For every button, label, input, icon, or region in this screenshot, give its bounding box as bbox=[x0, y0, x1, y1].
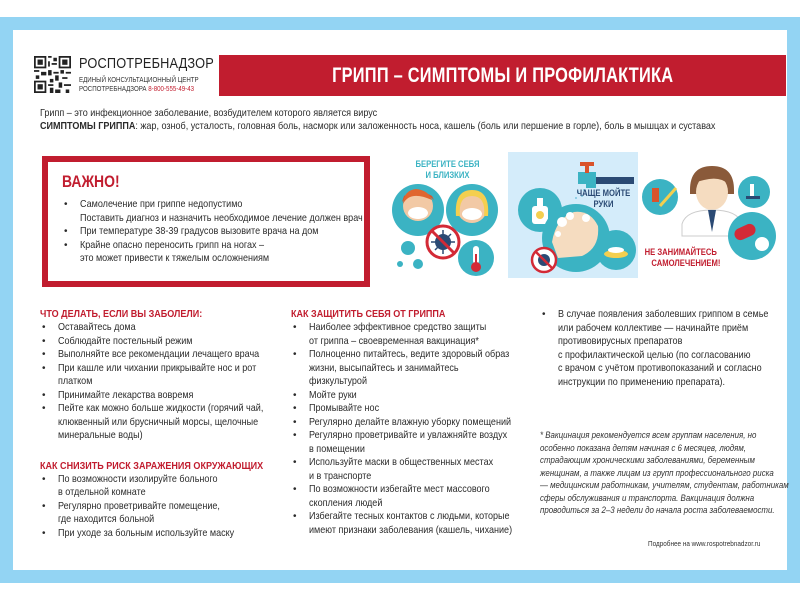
list-item bbox=[291, 429, 531, 456]
footnote-line: — медицинским работникам, учителям, студентам, работникам bbox=[540, 480, 789, 490]
vaccination-footnote bbox=[540, 429, 800, 517]
list-item-text: Регулярно делайте влажную уборку помещений bbox=[309, 415, 512, 428]
more-info-link[interactable]: Подробнее на www.rospotrebnadzor.ru bbox=[648, 539, 761, 548]
list-item-text: Промывайте нос bbox=[309, 402, 380, 414]
list-item-text: имеют признаки заболевания (кашель, чихание) bbox=[309, 523, 513, 536]
list-item-text: При уходе за больным используйте маску bbox=[58, 526, 235, 539]
title-banner bbox=[219, 55, 786, 96]
footnote-line: * Вакцинация рекомендуется всем группам населения, но bbox=[540, 430, 757, 440]
protect-self-title: КАК ЗАЩИТИТЬ СЕБЯ ОТ ГРИППА bbox=[291, 308, 446, 320]
list-item-text: инструкции по применению препарата). bbox=[558, 375, 726, 388]
doctor-icon bbox=[642, 152, 782, 262]
list-item-text: минеральные воды) bbox=[58, 429, 143, 441]
column-collective bbox=[540, 308, 780, 389]
important-title: ВАЖНО! bbox=[62, 172, 120, 191]
list-item-text: Пейте как можно больше жидкости (горячий чай, bbox=[58, 402, 264, 414]
footnote-line: страдающим хроническими заболеваниями, беременным bbox=[540, 455, 755, 465]
list-item-text: клюквенный или брусничный морсы, щелочные bbox=[58, 415, 259, 428]
hotline-number[interactable]: 8-800-555-49-43 bbox=[148, 84, 195, 93]
illustration-no-self-treatment bbox=[642, 152, 782, 280]
list-item bbox=[291, 510, 531, 537]
list-item-text: При кашле или чихании прикрывайте нос и рот bbox=[58, 361, 257, 374]
list-item bbox=[291, 389, 531, 403]
wash-caption: ЧАЩЕ МОЙТЕ РУКИ bbox=[576, 188, 631, 209]
reduce-risk-title: КАК СНИЗИТЬ РИСК ЗАРАЖЕНИЯ ОКРУЖАЮЩИХ bbox=[40, 459, 264, 472]
list-item-text: Используйте маски в общественных местах bbox=[309, 456, 494, 468]
flu-definition: Грипп – это инфекционное заболевание, возбудителем которого является вирус bbox=[40, 107, 378, 119]
list-item-text: Самолечение при гриппе недопустимо bbox=[80, 198, 243, 210]
intro-text bbox=[40, 107, 715, 133]
list-item bbox=[40, 500, 280, 527]
list-item bbox=[291, 416, 531, 430]
protect-self-list bbox=[291, 321, 531, 537]
column-if-sick bbox=[40, 308, 280, 540]
list-item-text: где находится больной bbox=[58, 513, 155, 525]
list-item-text: Принимайте лекарства вовремя bbox=[58, 388, 194, 401]
list-item-text: По возможности изолируйте больного bbox=[58, 472, 218, 485]
symptoms-line bbox=[40, 120, 715, 133]
list-item bbox=[62, 239, 409, 266]
list-item bbox=[540, 308, 780, 389]
list-item-text: Полноценно питайтесь, ведите здоровый образ bbox=[309, 348, 510, 360]
qr-code-icon[interactable] bbox=[34, 56, 71, 93]
org-sub-line2: РОСПОТРЕБНАДЗОРА bbox=[79, 84, 147, 93]
list-item-text: скопления людей bbox=[309, 496, 383, 509]
list-item bbox=[40, 335, 280, 349]
page-title: ГРИПП – СИМПТОМЫ И ПРОФИЛАКТИКА bbox=[331, 63, 674, 87]
list-item bbox=[291, 348, 531, 389]
symptoms-text: : жар, озноб, усталость, головная боль, насморк или заложенность носа, кашель (боль или першение в горле), боль в мышцах и суставах bbox=[135, 120, 716, 132]
list-item-text: или рабочем коллективе — начинайте приём bbox=[558, 321, 749, 334]
list-item bbox=[291, 456, 531, 483]
list-item-text: противовирусных препаратов bbox=[558, 335, 683, 347]
list-item-text: физкультурой bbox=[309, 375, 367, 387]
list-item bbox=[40, 402, 280, 443]
list-item-text: Избегайте тесных контактов с людьми, которые bbox=[309, 510, 510, 522]
list-item-text: с профилактической целью (по согласованию bbox=[558, 348, 751, 361]
list-item-text: в отдельной комнате bbox=[58, 486, 146, 498]
list-item-text: Поставить диагноз и назначить необходимое лечение должен врач bbox=[80, 211, 363, 224]
list-item bbox=[40, 389, 280, 403]
list-item-text: от гриппа – своевременная вакцинация* bbox=[309, 334, 479, 347]
if-sick-title: ЧТО ДЕЛАТЬ, ЕСЛИ ВЫ ЗАБОЛЕЛИ: bbox=[40, 308, 203, 320]
footnote-line: сферы обслуживания и транспорта. Вакцинация должна bbox=[540, 492, 755, 503]
list-item-text: Выполняйте все рекомендации лечащего врача bbox=[58, 348, 260, 360]
column-protect-self bbox=[291, 308, 531, 537]
important-list bbox=[62, 198, 409, 266]
if-sick-list bbox=[40, 321, 280, 443]
list-item bbox=[62, 198, 409, 225]
illustration-protect-loved-ones bbox=[388, 152, 506, 280]
list-item-text: платком bbox=[58, 375, 93, 387]
list-item-text: Крайне опасно переносить грипп на ногах – bbox=[80, 238, 265, 251]
list-item-text: это может привести к тяжелым осложнениям bbox=[80, 252, 270, 264]
list-item bbox=[40, 362, 280, 389]
list-item-text: При температуре 38-39 градусов вызовите врача на дом bbox=[80, 225, 319, 237]
list-item-text: в помещении bbox=[309, 442, 365, 455]
list-item-text: Мойте руки bbox=[309, 388, 357, 401]
list-item-text: с врачом с учётом противопоказаний и согласно bbox=[558, 362, 762, 374]
doctor-caption: НЕ ЗАНИМАЙТЕСЬ САМОЛЕЧЕНИЕМ! bbox=[644, 247, 721, 268]
collective-list bbox=[540, 308, 780, 389]
footnote-line: особенно показана детям начиная с 6 месяцев, людям, bbox=[540, 442, 746, 453]
list-item bbox=[40, 527, 280, 541]
list-item-text: и в транспорте bbox=[309, 469, 372, 482]
list-item bbox=[291, 483, 531, 510]
reduce-risk-list bbox=[40, 473, 280, 541]
people-masks-icon bbox=[388, 182, 506, 280]
list-item-text: Наиболее эффективное средство защиты bbox=[309, 321, 487, 333]
important-box bbox=[42, 156, 370, 287]
list-item bbox=[40, 473, 280, 500]
list-item-text: Регулярно проветривайте помещение, bbox=[58, 499, 220, 512]
symptoms-label: СИМПТОМЫ ГРИППА bbox=[40, 120, 136, 132]
brand-block bbox=[79, 55, 238, 93]
list-item bbox=[291, 321, 531, 348]
footnote-line: женщинам, а также лицам из групп профессионального риска bbox=[540, 467, 774, 478]
footnote-line: проводиться за 2–3 недели до начала роста заболеваемости. bbox=[540, 505, 775, 515]
list-item-text: В случае появления заболевших гриппом в семье bbox=[558, 308, 769, 320]
org-name: РОСПОТРЕБНАДЗОР bbox=[79, 55, 214, 72]
org-sub-line1: ЕДИНЫЙ КОНСУЛЬТАЦИОННЫЙ ЦЕНТР bbox=[79, 75, 199, 84]
list-item bbox=[40, 321, 280, 335]
org-subtitle bbox=[79, 75, 209, 93]
list-item-text: жизни, высыпайтесь и занимайтесь bbox=[309, 361, 459, 374]
handwashing-icon bbox=[508, 152, 638, 278]
list-item-text: По возможности избегайте мест массового bbox=[309, 483, 490, 495]
list-item-text: Регулярно проветривайте и увлажняйте воздух bbox=[309, 429, 508, 441]
protect-caption: БЕРЕГИТЕ СЕБЯ И БЛИЗКИХ bbox=[415, 159, 480, 180]
list-item bbox=[40, 348, 280, 362]
illustration-wash-hands bbox=[508, 152, 638, 278]
list-item bbox=[62, 225, 409, 239]
list-item-text: Соблюдайте постельный режим bbox=[58, 334, 193, 347]
list-item bbox=[291, 402, 531, 416]
list-item-text: Оставайтесь дома bbox=[58, 321, 136, 333]
